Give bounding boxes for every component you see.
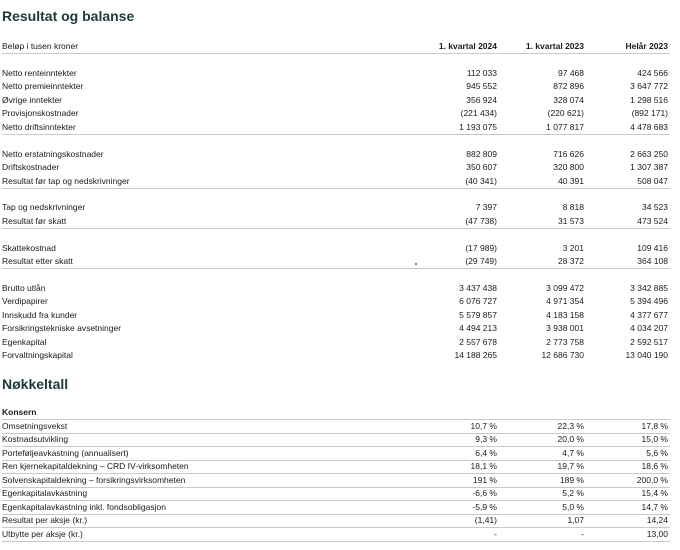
row-label: Forsikringstekniske avsetninger: [2, 323, 122, 333]
value-fy-2023: 4 377 677: [630, 310, 668, 320]
page-title: Resultat og balanse: [2, 8, 135, 24]
table-row: [2, 121, 670, 135]
group-label: [2, 406, 670, 420]
value-fy-2023: 15,0 %: [641, 434, 668, 444]
table-row: [2, 67, 670, 80]
value-q1-2023: 4 971 354: [546, 296, 584, 306]
value-q1-2024: 6 076 727: [459, 296, 497, 306]
table-row: [2, 309, 670, 322]
value-q1-2024: 18,1 %: [470, 461, 497, 471]
value-q1-2024: (29 749): [465, 256, 497, 266]
table-row: [2, 255, 670, 269]
group-label-text: Konsern: [2, 407, 37, 417]
table-row: [2, 460, 670, 474]
row-label: Omsetningsvekst: [2, 421, 68, 431]
table-row: [2, 175, 670, 189]
value-q1-2024: 4 494 213: [459, 323, 497, 333]
value-fy-2023: 2 663 250: [630, 149, 668, 159]
value-fy-2023: 109 416: [637, 243, 668, 253]
value-fy-2023: 3 647 772: [630, 81, 668, 91]
table-row: [2, 215, 670, 229]
row-label: Verdipapirer: [2, 296, 48, 306]
table-row: [2, 433, 670, 447]
value-fy-2023: 14,24: [646, 515, 668, 525]
value-q1-2024: 9,3 %: [475, 434, 497, 444]
table-row: [2, 94, 670, 107]
value-q1-2024: -5,9 %: [472, 502, 497, 512]
row-label: Resultat etter skatt: [2, 256, 73, 266]
value-q1-2023: 5,0 %: [562, 502, 584, 512]
table-row: [2, 487, 670, 501]
row-label: Innskudd fra kunder: [2, 310, 78, 320]
value-fy-2023: 3 342 885: [630, 283, 668, 293]
value-q1-2023: 4 183 158: [546, 310, 584, 320]
value-q1-2024: (221 434): [460, 108, 497, 118]
row-label: Øvrige inntekter: [2, 95, 62, 105]
value-q1-2023: 1 077 817: [546, 122, 584, 132]
value-q1-2024: 6,4 %: [475, 448, 497, 458]
row-label: Netto premieinntekter: [2, 81, 84, 91]
value-fy-2023: 2 592 517: [630, 337, 668, 347]
value-q1-2023: 3 201: [562, 243, 584, 253]
value-q1-2023: 22,3 %: [557, 421, 584, 431]
column-header-fy-2023: Helår 2023: [625, 41, 668, 51]
row-label: Provisjonskostnader: [2, 108, 79, 118]
value-fy-2023: 4 034 207: [630, 323, 668, 333]
value-fy-2023: 5 394 496: [630, 296, 668, 306]
value-fy-2023: 1 307 387: [630, 162, 668, 172]
value-fy-2023: (892 171): [631, 108, 668, 118]
row-label: Porteføljeavkastning (annualisert): [2, 448, 129, 458]
value-fy-2023: 13 040 190: [625, 350, 668, 360]
row-label: Resultat før tap og nedskrivninger: [2, 176, 130, 186]
value-q1-2024: 14 188 265: [454, 350, 497, 360]
table-row: [2, 447, 670, 461]
table-row: [2, 161, 670, 174]
value-fy-2023: 200,0 %: [636, 475, 668, 485]
value-q1-2024: 112 033: [466, 68, 497, 78]
table-row: [2, 148, 670, 161]
row-label: Brutto utlån: [2, 283, 46, 293]
value-q1-2024: 191 %: [472, 475, 497, 485]
stray-red-mark: [415, 263, 417, 265]
row-label: Resultat per aksje (kr.): [2, 515, 88, 525]
row-label: Solvenskapitaldekning – forsikringsvirksomheten: [2, 475, 186, 485]
column-header-q1-2023: 1. kvartal 2023: [525, 41, 584, 51]
table-row: [2, 514, 670, 528]
value-q1-2024: -6,6 %: [472, 488, 497, 498]
value-q1-2024: (1,41): [474, 515, 497, 525]
value-fy-2023: 424 566: [637, 68, 668, 78]
value-fy-2023: 15,4 %: [641, 488, 668, 498]
value-q1-2024: 10,7 %: [470, 421, 497, 431]
table-row: [2, 349, 670, 362]
value-q1-2024: 5 579 857: [459, 310, 497, 320]
value-q1-2023: (220 621): [547, 108, 584, 118]
row-label: Netto erstatningskostnader: [2, 149, 104, 159]
table-row: [2, 528, 670, 542]
value-q1-2023: 3 099 472: [546, 283, 584, 293]
value-q1-2024: 350 607: [466, 162, 497, 172]
value-q1-2023: 2 773 758: [546, 337, 584, 347]
row-label: Egenkapitalavkastning inkl. fondsobligasjon: [2, 502, 166, 512]
value-q1-2023: 5,2 %: [562, 488, 584, 498]
value-fy-2023: 18,6 %: [641, 461, 668, 471]
value-q1-2024: 7 397: [475, 202, 497, 212]
keyfigures-title: Nøkkeltall: [2, 376, 69, 392]
value-q1-2023: 1,07: [567, 515, 584, 525]
value-q1-2023: 8 818: [562, 202, 584, 212]
row-label: Driftskostnader: [2, 162, 60, 172]
value-q1-2024: 1 193 075: [459, 122, 497, 132]
value-q1-2023: 12 686 730: [541, 350, 584, 360]
value-fy-2023: 13,00: [646, 529, 668, 539]
row-label: Resultat før skatt: [2, 216, 67, 226]
value-fy-2023: 14,7 %: [641, 502, 668, 512]
value-q1-2024: 356 924: [466, 95, 497, 105]
table-row: [2, 107, 670, 120]
value-q1-2023: 189 %: [559, 475, 584, 485]
value-q1-2024: 882 809: [466, 149, 497, 159]
value-fy-2023: 1 298 516: [630, 95, 668, 105]
value-q1-2024: (17 989): [465, 243, 497, 253]
value-fy-2023: 34 523: [642, 202, 668, 212]
row-label: Tap og nedskrivninger: [2, 202, 86, 212]
value-q1-2023: 20,0 %: [557, 434, 584, 444]
value-q1-2023: 328 074: [553, 95, 584, 105]
row-label: Egenkapital: [2, 337, 47, 347]
value-q1-2024: (47 738): [465, 216, 497, 226]
row-label: Utbytte per aksje (kr.): [2, 529, 83, 539]
table-row: [2, 295, 670, 308]
table-row: [2, 336, 670, 349]
value-q1-2023: 872 896: [553, 81, 584, 91]
value-fy-2023: 508 047: [637, 176, 668, 186]
column-header-q1-2024: 1. kvartal 2024: [438, 41, 497, 51]
value-q1-2023: 31 573: [558, 216, 584, 226]
table-row: [2, 420, 670, 434]
value-q1-2024: (40 341): [465, 176, 497, 186]
table-row: [2, 282, 670, 295]
value-q1-2023: 40 391: [558, 176, 584, 186]
value-q1-2023: 320 800: [553, 162, 584, 172]
value-q1-2023: 716 626: [553, 149, 584, 159]
table-row: [2, 322, 670, 335]
value-q1-2023: 19,7 %: [557, 461, 584, 471]
table-row: [2, 201, 670, 214]
row-label: Egenkapitalavkastning: [2, 488, 88, 498]
row-label: Ren kjernekapitaldekning – CRD IV-virksomheten: [2, 461, 189, 471]
table-row: [2, 80, 670, 93]
row-label: Netto driftsinntekter: [2, 122, 76, 132]
row-label: Forvaltningskapital: [2, 350, 73, 360]
value-q1-2023: 3 938 001: [546, 323, 584, 333]
value-q1-2023: 28 372: [558, 256, 584, 266]
value-q1-2024: -: [494, 529, 497, 539]
table-row: [2, 242, 670, 255]
value-q1-2023: -: [581, 529, 584, 539]
row-label: Netto renteinntekter: [2, 68, 77, 78]
value-q1-2024: 3 437 438: [459, 283, 497, 293]
amount-unit-label: Beløp i tusen kroner: [2, 41, 79, 51]
value-q1-2023: 4,7 %: [562, 448, 584, 458]
table-row: [2, 501, 670, 515]
table-row: [2, 474, 670, 488]
row-label: Skattekostnad: [2, 243, 56, 253]
value-fy-2023: 473 524: [637, 216, 668, 226]
row-label: Kostnadsutvikling: [2, 434, 69, 444]
value-fy-2023: 17,8 %: [641, 421, 668, 431]
value-q1-2024: 945 552: [466, 81, 497, 91]
table-header: [2, 40, 670, 54]
value-fy-2023: 4 478 683: [630, 122, 668, 132]
value-q1-2024: 2 557 678: [459, 337, 497, 347]
value-fy-2023: 5,6 %: [646, 448, 668, 458]
value-q1-2023: 97 468: [558, 68, 584, 78]
value-fy-2023: 364 108: [637, 256, 668, 266]
